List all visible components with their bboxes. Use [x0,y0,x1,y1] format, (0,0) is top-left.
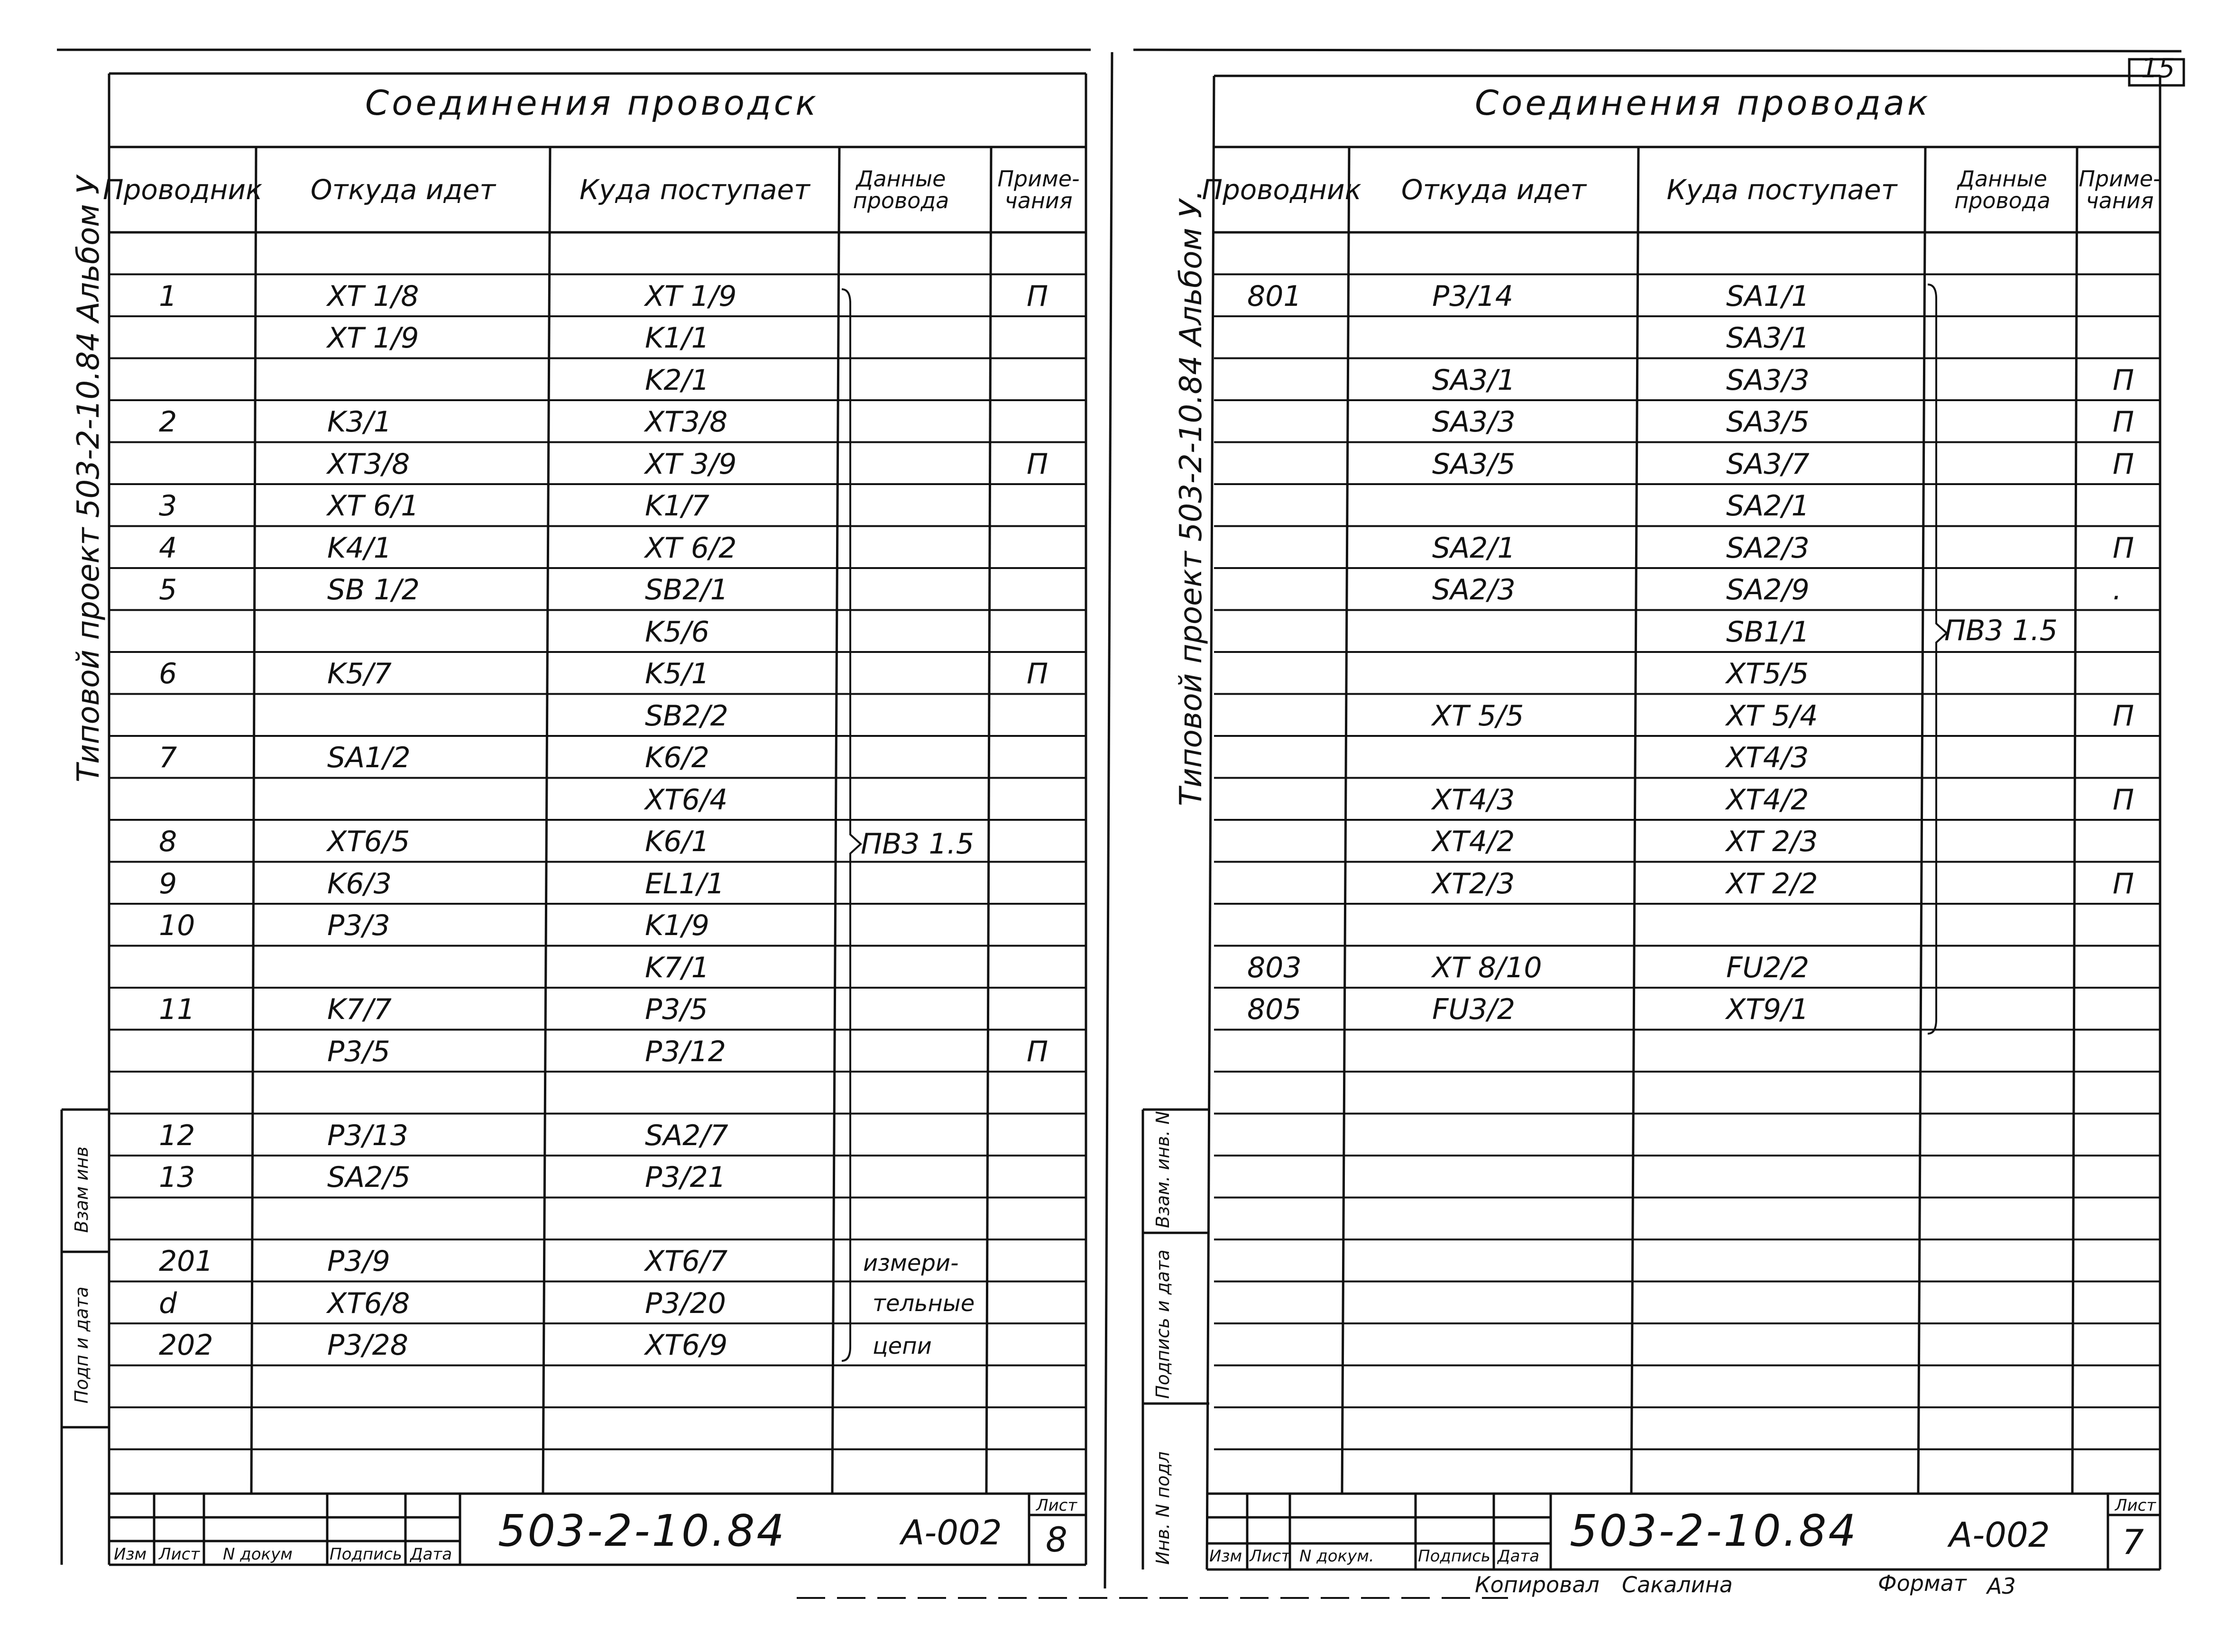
left-row-12-col-1: SA1/2 [327,741,411,774]
left-row-19-col-2: P3/12 [645,1035,726,1068]
right-stamp-replace: Взам. инв. N [1152,1111,1173,1228]
right-row-17-col-1: XT 8/10 [1432,951,1542,984]
left-row-1-col-0: 1 [159,279,177,313]
left-row-24-col-0: 201 [159,1245,213,1278]
right-row-15-col-1: XT2/3 [1432,867,1515,900]
left-row-22-col-1: SA2/5 [327,1161,411,1194]
left-measure-line-3: цепи [873,1333,932,1359]
right-wire-data: ПВ3 1.5 [1944,614,2058,647]
left-row-4-col-0: 2 [159,405,177,439]
left-stamp-sheet-number: 8 [1046,1520,1067,1560]
right-row-9-col-2: SB1/1 [1726,615,1810,649]
left-row-5-col-2: XT 3/9 [645,447,737,481]
left-row-21-col-2: SA2/7 [645,1119,728,1152]
left-stamp-col-date: Дата [410,1545,452,1564]
right-table-title: Соединения проводак [1475,83,1931,123]
left-row-12-col-0: 7 [159,741,177,774]
left-row-14-col-1: XT6/5 [327,825,410,858]
left-stamp-doc: А-002 [901,1513,1002,1552]
right-row-3-col-1: SA3/1 [1432,363,1516,397]
left-row-5-col-1: XT3/8 [327,447,410,481]
left-row-8-col-0: 5 [159,573,177,606]
right-row-3-col-2: SA3/3 [1726,363,1810,397]
right-stamp-col-date: Дата [1498,1547,1540,1566]
right-row-8-col-1: SA2/3 [1432,573,1516,606]
right-row-13-col-1: XT4/3 [1432,783,1515,817]
right-row-15-col-2: XT 2/2 [1726,867,1818,900]
left-row-21-col-1: P3/13 [327,1119,408,1152]
left-row-15-col-0: 9 [159,867,177,900]
right-row-13-col-2: XT4/2 [1726,783,1809,817]
left-stamp-col-rev: Изм [114,1545,147,1564]
right-row-14-col-2: XT 2/3 [1726,825,1818,858]
left-note-1: П [1027,447,1049,481]
left-row-10-col-2: K5/1 [645,657,709,690]
left-note-3: П [1027,1035,1049,1068]
right-stamp-col-doc: N докум. [1299,1547,1374,1566]
right-note-5: П [2113,699,2134,733]
left-header-wire-data: Данные провода [853,166,949,213]
left-row-14-col-2: K6/1 [645,825,709,858]
left-row-16-col-1: P3/3 [327,909,390,942]
right-side-label: Типовой проект 503-2-10.84 Альбом У. [1174,190,1209,806]
brace-mark [1928,285,1947,1034]
right-row-14-col-1: XT4/2 [1432,825,1515,858]
left-measure-line-2: тельные [873,1290,975,1317]
left-note-0: П [1027,279,1049,313]
right-row-12-col-2: XT4/3 [1726,741,1809,774]
right-stamp-inv: Инв. N подл [1152,1451,1173,1565]
left-row-24-col-1: P3/9 [327,1245,390,1278]
left-row-12-col-2: K6/2 [645,741,709,774]
right-header-wire-data: Данные провода [1954,166,2051,213]
right-stamp-code: 503-2-10.84 [1570,1505,1858,1556]
left-row-18-col-1: K7/7 [327,993,392,1026]
right-note-6: П [2113,783,2134,817]
left-header-from: Откуда идет [310,174,496,206]
right-row-1-col-2: SA1/1 [1726,279,1810,313]
right-stamp-col-rev: Изм [1209,1547,1242,1566]
left-row-7-col-1: K4/1 [327,531,392,565]
right-row-11-col-2: XT 5/4 [1726,699,1818,733]
right-row-17-col-0: 803 [1247,951,1302,984]
left-row-9-col-2: K5/6 [645,615,709,649]
right-row-18-col-2: XT9/1 [1726,993,1809,1026]
right-note-7: П [2113,867,2134,900]
left-row-24-col-2: XT6/7 [645,1245,728,1278]
left-row-18-col-2: P3/5 [645,993,708,1026]
right-header-to: Куда поступает [1666,174,1897,206]
right-row-1-col-1: P3/14 [1432,279,1513,313]
right-row-5-col-1: SA3/5 [1432,447,1516,481]
right-stamp-doc: А-002 [1949,1515,2050,1555]
left-note-2: П [1027,657,1049,690]
left-row-18-col-0: 11 [159,993,195,1026]
left-header-conductor: Проводник [102,174,263,206]
left-stamp-col-signature: Подпись [330,1545,402,1564]
left-row-1-col-2: XT 1/9 [645,279,737,313]
left-row-16-col-2: K1/9 [645,909,709,942]
right-row-11-col-1: XT 5/5 [1432,699,1524,733]
right-note-1: П [2113,405,2134,439]
left-stamp-code: 503-2-10.84 [498,1505,786,1556]
right-row-6-col-2: SA2/1 [1726,489,1810,523]
right-stamp-sheet-number: 7 [2122,1522,2144,1562]
right-row-8-col-2: SA2/9 [1726,573,1810,606]
right-stamp-col-signature: Подпись [1418,1547,1490,1566]
right-row-10-col-2: XT5/5 [1726,657,1809,690]
left-header-notes: Приме- чания [997,166,1080,213]
right-row-7-col-2: SA2/3 [1726,531,1810,565]
left-row-16-col-0: 10 [159,909,195,942]
left-row-26-col-1: P3/28 [327,1329,408,1362]
left-row-6-col-2: K1/7 [645,489,709,523]
left-row-25-col-1: XT6/8 [327,1286,410,1320]
left-row-22-col-0: 13 [159,1161,195,1194]
left-row-25-col-2: P3/20 [645,1286,726,1320]
left-row-21-col-0: 12 [159,1119,195,1152]
left-row-13-col-2: XT6/4 [645,783,728,817]
left-row-15-col-1: K6/3 [327,867,392,900]
left-row-4-col-2: XT3/8 [645,405,728,439]
left-row-6-col-0: 3 [159,489,177,523]
left-row-3-col-2: K2/1 [645,363,709,397]
left-row-6-col-1: XT 6/1 [327,489,419,523]
right-note-3: П [2113,531,2134,565]
left-side-label: Типовой проект 503-2-10.84 Альбом У [71,175,106,782]
left-wire-data: ПВ3 1.5 [861,827,974,861]
left-row-4-col-1: K3/1 [327,405,392,439]
right-header-notes: Приме- чания [2079,166,2161,213]
left-stamp-col-sheet: Лист [159,1545,200,1564]
left-stamp-replace: Взам инв [71,1146,92,1233]
footer-copied-name: Сакалина [1622,1572,1733,1597]
left-row-22-col-2: P3/21 [645,1161,726,1194]
page-number: 15 [2141,53,2175,84]
left-row-10-col-0: 6 [159,657,177,690]
left-row-15-col-2: EL1/1 [645,867,725,900]
left-row-8-col-1: SB 1/2 [327,573,420,606]
footer-format-label: Формат [1878,1570,1967,1596]
right-stamp-col-sheet: Лист [1250,1547,1291,1566]
right-row-4-col-1: SA3/3 [1432,405,1516,439]
right-stamp-sheet-label: Лист [2115,1496,2156,1515]
left-row-10-col-1: K5/7 [327,657,392,690]
right-note-0: П [2113,363,2134,397]
left-row-2-col-1: XT 1/9 [327,321,419,355]
brace-mark [842,289,861,1361]
left-table-title: Соединения проводск [365,83,819,123]
right-row-5-col-2: SA3/7 [1726,447,1810,481]
right-row-17-col-2: FU2/2 [1726,951,1809,984]
left-row-26-col-2: XT6/9 [645,1329,728,1362]
left-row-2-col-2: K1/1 [645,321,709,355]
left-stamp-col-doc: N докум [223,1545,293,1564]
left-row-11-col-2: SB2/2 [645,699,728,733]
left-row-26-col-0: 202 [159,1329,213,1362]
left-row-7-col-2: XT 6/2 [645,531,737,565]
footer-copied-label: Копировал [1475,1572,1600,1597]
right-row-18-col-0: 805 [1247,993,1302,1026]
left-row-25-col-0: d [159,1286,177,1320]
right-header-from: Откуда идет [1401,174,1587,206]
right-note-2: П [2113,447,2134,481]
left-row-1-col-1: XT 1/8 [327,279,419,313]
left-row-7-col-0: 4 [159,531,177,565]
left-row-17-col-2: K7/1 [645,951,709,984]
right-header-conductor: Проводник [1202,174,1361,206]
left-row-8-col-2: SB2/1 [645,573,728,606]
right-row-7-col-1: SA2/1 [1432,531,1516,565]
left-stamp-sign: Подп и дата [71,1286,92,1404]
right-row-4-col-2: SA3/5 [1726,405,1810,439]
right-stamp-sign: Подпись и дата [1152,1249,1173,1399]
footer-format-value: А3 [1987,1573,2016,1599]
left-header-to: Куда поступает [579,174,810,206]
left-row-19-col-1: P3/5 [327,1035,390,1068]
right-row-2-col-2: SA3/1 [1726,321,1810,355]
left-measure-line-1: измери- [863,1250,959,1276]
right-note-4: . [2113,573,2122,606]
left-stamp-sheet-label: Лист [1036,1496,1077,1515]
right-row-1-col-0: 801 [1247,279,1302,313]
right-row-18-col-1: FU3/2 [1432,993,1515,1026]
left-row-14-col-0: 8 [159,825,177,858]
